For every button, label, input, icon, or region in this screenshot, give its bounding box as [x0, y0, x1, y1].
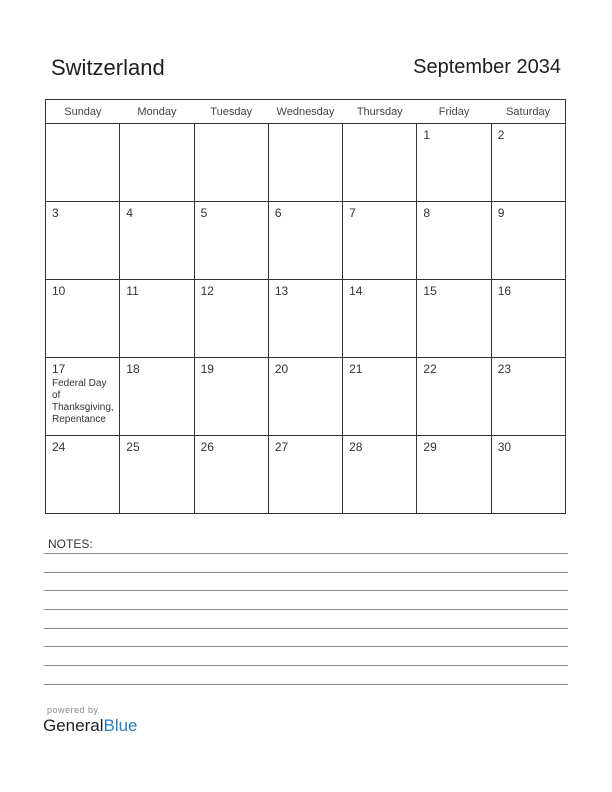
- day-cell: [268, 358, 342, 436]
- day-number: 17: [52, 362, 66, 376]
- day-cell: [491, 280, 565, 358]
- day-cell: [268, 202, 342, 280]
- day-cell: [417, 124, 491, 202]
- weekday-thursday: Thursday: [343, 100, 417, 124]
- day-cell: [417, 280, 491, 358]
- notes-label: NOTES:: [48, 537, 93, 551]
- day-cell: [194, 436, 268, 514]
- day-number: 23: [497, 362, 512, 376]
- day-cell: [46, 358, 120, 436]
- day-cell: [194, 358, 268, 436]
- day-number: 13: [274, 284, 289, 298]
- day-number: 5: [200, 206, 208, 220]
- country-title: Switzerland: [51, 55, 165, 80]
- week-row: [46, 358, 566, 436]
- day-number: 18: [126, 362, 140, 376]
- day-cell: [343, 124, 417, 202]
- week-row: [46, 202, 566, 280]
- day-number: 19: [200, 362, 214, 376]
- day-cell: [46, 436, 120, 514]
- day-number: 29: [423, 440, 437, 454]
- note-line: [44, 628, 568, 629]
- day-cell: [343, 436, 417, 514]
- day-cell: [120, 124, 194, 202]
- day-number: 6: [274, 206, 282, 220]
- day-number: 4: [126, 206, 133, 220]
- day-cell: [491, 436, 565, 514]
- day-cell: [417, 202, 491, 280]
- day-cell: [120, 280, 194, 358]
- day-cell: [46, 124, 120, 202]
- week-row: [46, 124, 566, 202]
- day-cell: [268, 124, 342, 202]
- day-number: [120, 124, 193, 129]
- day-cell: [120, 202, 194, 280]
- day-number: [46, 124, 119, 129]
- weekday-saturday: Saturday: [491, 100, 565, 124]
- powered-by-text: powered by: [47, 705, 99, 715]
- calendar-grid: [45, 99, 566, 514]
- day-number: 14: [349, 284, 363, 298]
- note-line: [44, 553, 568, 554]
- holiday-label: Federal Day of Thanksgiving, Repentance: [52, 378, 114, 425]
- generalblue-logo: [43, 716, 138, 736]
- day-number: 3: [52, 206, 59, 220]
- weekday-header-row: [46, 100, 566, 124]
- day-cell: [491, 124, 565, 202]
- day-cell: [268, 436, 342, 514]
- note-line: [44, 609, 568, 610]
- day-number: 12: [200, 284, 214, 298]
- day-cell: [194, 202, 268, 280]
- day-number: 20: [274, 362, 289, 376]
- day-cell: [343, 202, 417, 280]
- day-number: 16: [497, 284, 512, 298]
- day-number: 24: [52, 440, 66, 454]
- day-number: 8: [423, 206, 431, 220]
- day-cell: [120, 436, 194, 514]
- day-number: [343, 124, 416, 129]
- brand-blue: Blue: [103, 716, 138, 735]
- day-number: [195, 124, 268, 129]
- day-cell: [343, 358, 417, 436]
- day-cell: [194, 124, 268, 202]
- day-number: 21: [349, 362, 363, 376]
- day-cell: [194, 280, 268, 358]
- day-number: 11: [126, 284, 139, 298]
- weekday-tuesday: Tuesday: [194, 100, 268, 124]
- day-cell: [491, 202, 565, 280]
- day-number: 9: [497, 206, 505, 220]
- week-row: [46, 436, 566, 514]
- day-cell: [343, 280, 417, 358]
- day-number: 2: [497, 128, 505, 142]
- day-number: 27: [274, 440, 289, 454]
- day-number: 30: [497, 440, 512, 454]
- day-number: 28: [349, 440, 363, 454]
- day-number: 1: [423, 128, 431, 142]
- day-number: 10: [52, 284, 66, 298]
- note-line: [44, 646, 568, 647]
- weekday-monday: Monday: [120, 100, 194, 124]
- day-number: 7: [349, 206, 356, 220]
- day-cell: [46, 280, 120, 358]
- day-number: 22: [423, 362, 437, 376]
- weekday-sunday: Sunday: [46, 100, 120, 124]
- note-line: [44, 572, 568, 573]
- day-number: 25: [126, 440, 140, 454]
- day-cell: [268, 280, 342, 358]
- day-number: [269, 124, 342, 129]
- day-cell: [417, 436, 491, 514]
- month-year-title: September 2034: [413, 56, 561, 78]
- weekday-friday: Friday: [417, 100, 491, 124]
- day-number: 15: [423, 284, 437, 298]
- day-cell: [120, 358, 194, 436]
- week-row: [46, 280, 566, 358]
- day-cell: [46, 202, 120, 280]
- day-cell: [491, 358, 565, 436]
- note-line: [44, 684, 568, 685]
- day-cell: [417, 358, 491, 436]
- note-line: [44, 665, 568, 666]
- note-line: [44, 590, 568, 591]
- day-number: 26: [200, 440, 214, 454]
- weekday-wednesday: Wednesday: [268, 100, 342, 124]
- brand-general: General: [43, 716, 104, 735]
